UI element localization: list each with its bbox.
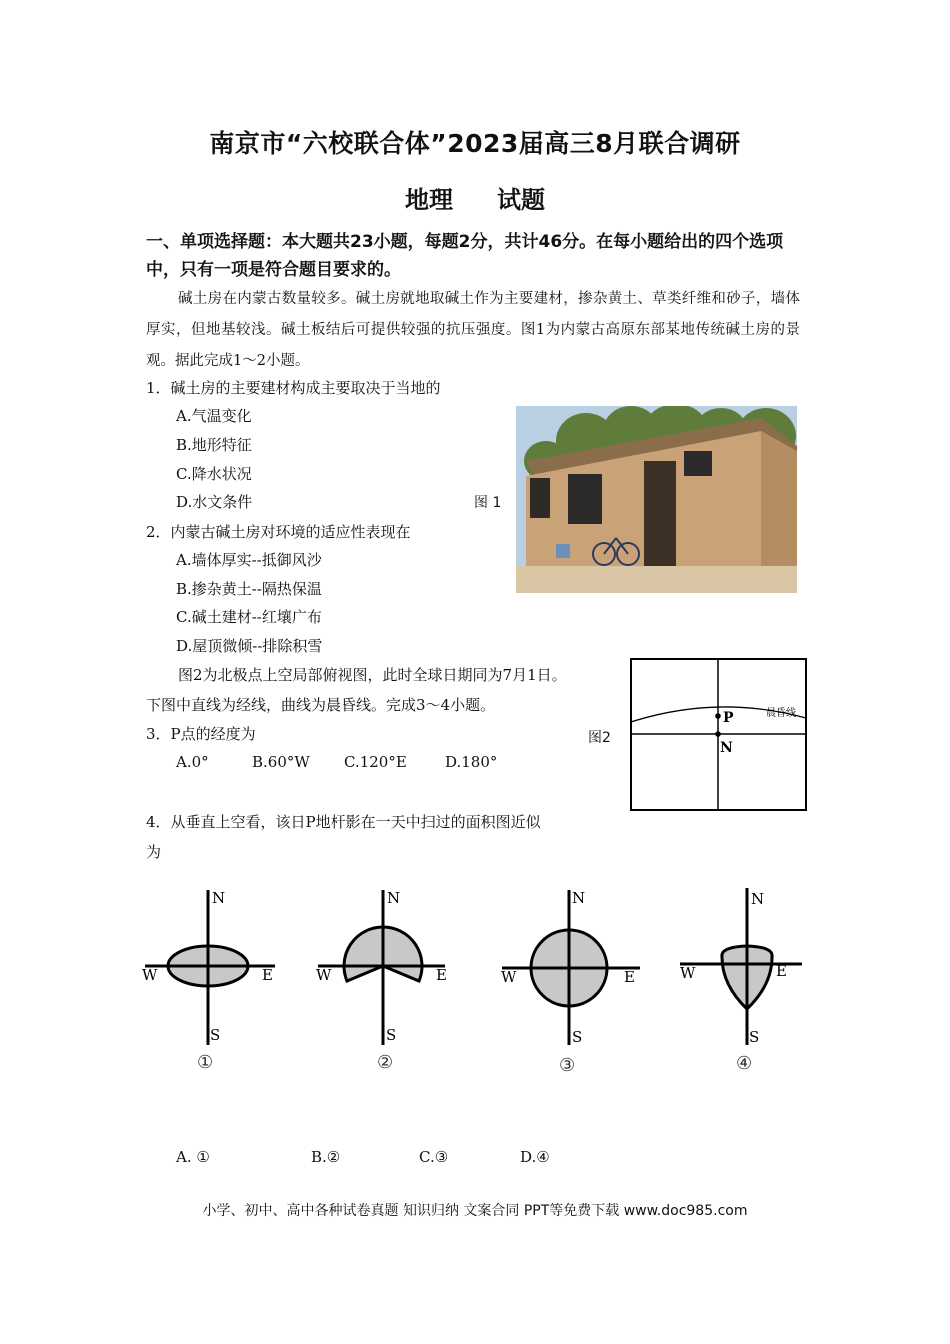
- q2-option-d: D.屋顶微倾--排除积雪: [176, 637, 323, 655]
- diagram-2-west: W: [316, 966, 332, 984]
- q1-option-d: D.水文条件: [176, 493, 253, 511]
- door: [644, 461, 676, 573]
- q1-option-a: A.气温变化: [176, 407, 252, 425]
- figure-2-label: 图2: [588, 730, 611, 746]
- q2-option-b: B.掺杂黄土--隔热保温: [176, 580, 322, 598]
- diagram-2: [316, 889, 447, 1045]
- shadow-area-diagrams: [140, 885, 810, 1085]
- diagram-4-number: ④: [736, 1053, 753, 1074]
- passage-2-line-1: 图2为北极点上空局部俯视图，此时全球日期同为7月1日。: [178, 666, 567, 684]
- q3-option-a: A.0°: [176, 753, 209, 771]
- diagram-4: [680, 888, 802, 1046]
- q1-option-b: B.地形特征: [176, 436, 252, 454]
- diagram-4-north: N: [751, 890, 765, 908]
- diagram-2-south: S: [386, 1026, 397, 1044]
- diagram-4-east: E: [776, 962, 787, 980]
- diagram-2-number: ②: [377, 1052, 394, 1073]
- ground: [516, 566, 797, 593]
- passage-1: 碱土房在内蒙古数量较多。碱土房就地取碱土作为主要建材，掺杂黄土、草类纤维和砂子，墙体厚实，但地基较浅。碱土板结后可提供较强的抗压强度。图1为内蒙古高原东部某地传统碱土房的景观。据此完成1～2小题。: [146, 291, 800, 369]
- point-p-label: P: [723, 710, 734, 726]
- window-left: [530, 478, 550, 518]
- q4-option-a: A. ①: [176, 1148, 210, 1166]
- q4-stem-line-2: 为: [146, 843, 162, 861]
- diagram-2-north: N: [387, 889, 401, 907]
- section-heading: 一、单项选择题：本大题共23小题，每题2分，共计46分。在每小题给出的四个选项中，只有一项是符合题目要求的。: [146, 232, 784, 280]
- q3-option-c: C.120°E: [344, 753, 407, 771]
- diagram-1-east: E: [262, 966, 273, 984]
- q4-stem-line-1: 4．从垂直上空看，该日P地杆影在一天中扫过的面积图近似: [146, 813, 541, 831]
- diagram-1-north: N: [212, 889, 226, 907]
- q2-stem: 2．内蒙古碱土房对环境的适应性表现在: [146, 523, 411, 541]
- q2-option-c: C.碱土建材--红壤广布: [176, 608, 322, 626]
- diagram-1-number: ①: [197, 1052, 214, 1073]
- window-mid: [568, 474, 602, 524]
- diagram-3: [501, 889, 640, 1046]
- subtitle-subject: 地理: [405, 186, 453, 214]
- q4-option-d: D.④: [520, 1148, 550, 1166]
- subtitle-kind: 试题: [497, 186, 545, 214]
- diagram-4-west: W: [680, 964, 696, 982]
- diagram-3-number: ③: [559, 1055, 576, 1076]
- point-p-dot: [715, 713, 721, 719]
- q4-option-c: C.③: [419, 1148, 449, 1166]
- diagram-1-south: S: [210, 1026, 221, 1044]
- figure-2-diagram: [630, 658, 807, 811]
- window-right: [684, 451, 712, 476]
- point-n-dot: [715, 731, 721, 737]
- diagram-3-south: S: [572, 1028, 583, 1046]
- diagram-4-south: S: [749, 1028, 760, 1046]
- q3-stem: 3．P点的经度为: [146, 725, 256, 743]
- passage-2-line-2: 下图中直线为经线，曲线为晨昏线。完成3～4小题。: [146, 696, 496, 714]
- q1-stem: 1．碱土房的主要建材构成主要取决于当地的: [146, 379, 441, 397]
- terminator-label: 晨昏线: [766, 708, 796, 719]
- diagram-1: [142, 889, 275, 1045]
- house-wall-side: [761, 431, 797, 586]
- bucket: [556, 544, 570, 558]
- diagram-2-east: E: [436, 966, 447, 984]
- q2-option-a: A.墙体厚实--抵御风沙: [176, 551, 322, 569]
- diagram-3-west: W: [501, 968, 517, 986]
- page-title: 南京市“六校联合体”2023届高三8月联合调研: [209, 129, 741, 158]
- q1-option-c: C.降水状况: [176, 465, 252, 483]
- point-n-label: N: [720, 740, 733, 756]
- page-subtitle: [0, 180, 950, 215]
- q3-option-b: B.60°W: [252, 753, 310, 771]
- q3-option-d: D.180°: [445, 753, 498, 771]
- page-footer: 小学、初中、高中各种试卷真题 知识归纳 文案合同 PPT等免费下载 www.doc985.com: [202, 1203, 748, 1219]
- diagram-1-west: W: [142, 966, 158, 984]
- diagram-3-east: E: [624, 968, 635, 986]
- diagram-3-north: N: [572, 889, 586, 907]
- house-photo: [516, 406, 797, 593]
- q4-option-b: B.②: [311, 1148, 341, 1166]
- figure-1-label: 图 1: [474, 495, 502, 511]
